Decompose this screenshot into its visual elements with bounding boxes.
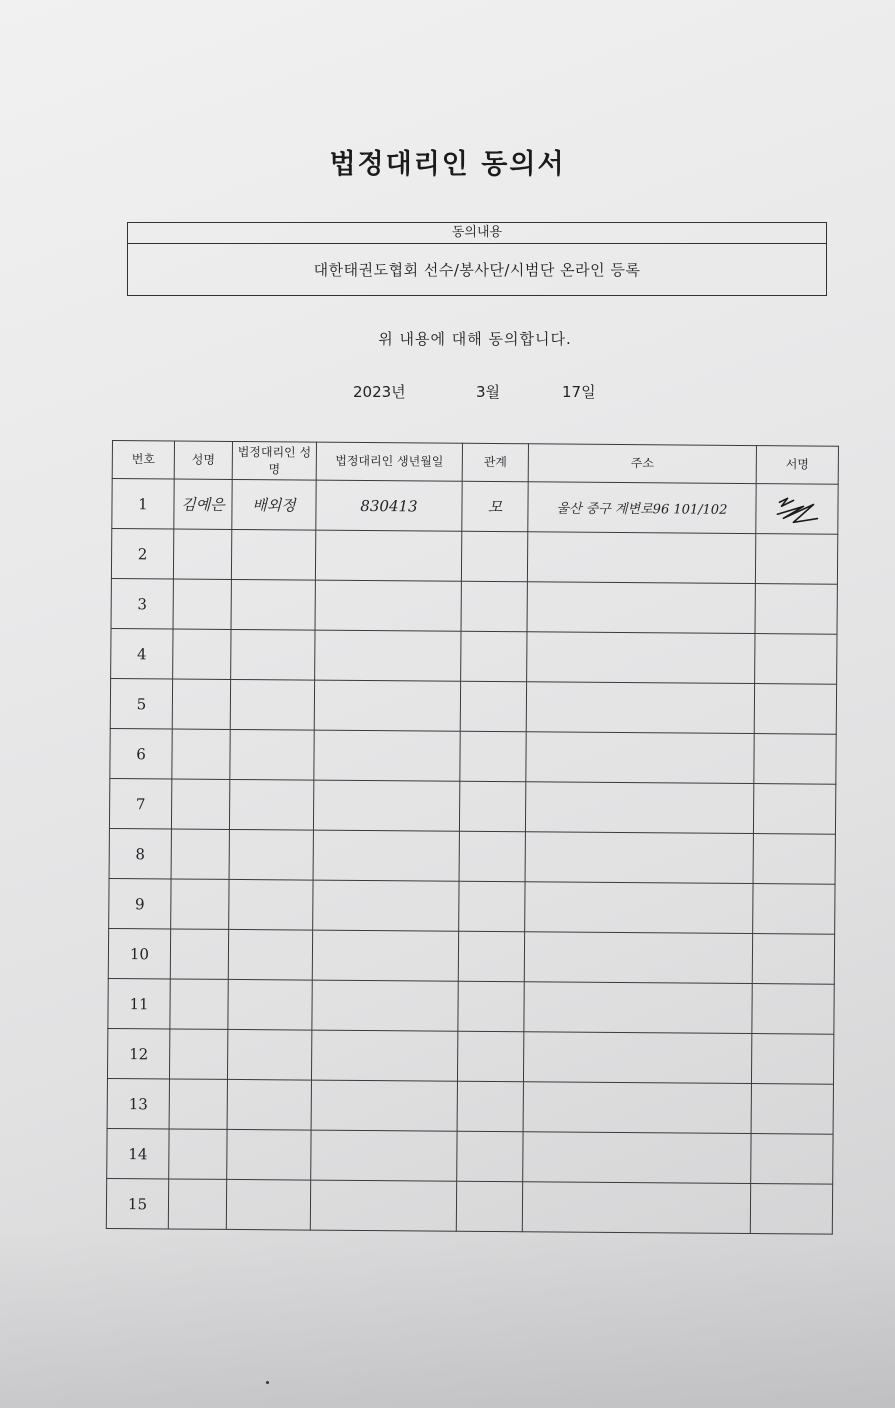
header-signature: 서명 — [756, 446, 838, 485]
guardian-birthdate — [310, 1180, 456, 1231]
table-row — [109, 778, 835, 834]
guardian-birthdate — [314, 730, 460, 781]
signature-cell — [754, 684, 836, 735]
guardian-birthdate — [312, 980, 458, 1031]
participant-name — [170, 979, 228, 1029]
signature-cell — [751, 1034, 833, 1085]
participant-name — [173, 629, 231, 679]
relation — [459, 881, 525, 932]
header-relation: 관계 — [462, 443, 528, 482]
guardian-birthdate — [311, 1130, 457, 1181]
paper-speck — [266, 1381, 269, 1384]
relation — [457, 1081, 523, 1132]
table-row — [110, 728, 836, 784]
address — [525, 832, 753, 884]
address — [527, 532, 755, 584]
signature-cell — [750, 1184, 832, 1235]
relation — [461, 631, 527, 682]
relation — [459, 781, 525, 832]
guardian-name — [229, 779, 313, 830]
address — [522, 1182, 750, 1234]
guardian-birthdate — [313, 780, 459, 831]
guardian-name — [228, 979, 312, 1030]
row-number: 4 — [111, 628, 173, 678]
signature-cell — [755, 634, 837, 685]
guardian-name — [229, 879, 313, 930]
guardian-birthdate — [312, 930, 458, 981]
agreement-statement: 위 내용에 대해 동의합니다. — [378, 330, 572, 348]
address: 울산 중구 계변로96 101/102 — [528, 482, 756, 534]
participant-name — [171, 829, 229, 879]
guardian-name — [226, 1179, 310, 1230]
table-row — [109, 828, 835, 884]
signature-cell — [756, 484, 838, 535]
lower-shadow — [0, 1230, 895, 1408]
consent-content-box — [127, 222, 827, 296]
header-address: 주소 — [528, 444, 756, 484]
guardian-name — [230, 729, 314, 780]
guardian-name — [231, 579, 315, 630]
address — [524, 982, 752, 1034]
row-number: 1 — [112, 479, 174, 529]
table-row — [111, 628, 837, 684]
address — [527, 582, 755, 634]
table-row — [107, 1128, 833, 1184]
guardian-name — [227, 1129, 311, 1180]
guardian-name — [230, 679, 314, 730]
guardian-name — [227, 1029, 311, 1080]
address — [527, 632, 755, 684]
document-title: 법정대리인 동의서 — [329, 149, 566, 180]
row-number: 14 — [107, 1128, 169, 1178]
relation: 모 — [462, 481, 528, 532]
header-guardian-birthdate: 법정대리인 생년월일 — [316, 442, 462, 481]
participant-name — [171, 879, 229, 929]
header-number: 번호 — [112, 441, 174, 479]
guardian-birthdate — [313, 880, 459, 931]
guardian-birthdate — [315, 580, 461, 631]
guardian-birthdate — [311, 1030, 457, 1081]
participant-name — [173, 529, 231, 579]
relation — [461, 531, 527, 582]
date-day: 17일 — [562, 383, 596, 401]
address — [526, 682, 754, 734]
address — [523, 1132, 751, 1184]
guardian-name — [227, 1079, 311, 1130]
relation — [461, 581, 527, 632]
header-name: 성명 — [174, 441, 232, 479]
relation — [456, 1181, 522, 1232]
consent-content-header: 동의내용 — [128, 223, 826, 244]
signature-cell — [753, 784, 835, 835]
table-row — [108, 978, 834, 1034]
row-number: 15 — [106, 1178, 168, 1228]
relation — [459, 831, 525, 882]
signature-cell — [752, 984, 834, 1035]
participant-name — [170, 929, 228, 979]
guardian-name — [231, 529, 315, 580]
row-number: 10 — [108, 928, 170, 978]
guardian-birthdate — [315, 530, 461, 581]
guardian-birthdate: 830413 — [316, 480, 462, 531]
address — [526, 732, 754, 784]
consent-content-body: 대한태권도협회 선수/봉사단/시범단 온라인 등록 — [313, 261, 641, 279]
signature-cell — [751, 1134, 833, 1185]
row-number: 6 — [110, 728, 172, 778]
participant-name: 김예은 — [174, 479, 232, 529]
guardian-birthdate — [315, 630, 461, 681]
relation — [458, 981, 524, 1032]
relation — [458, 931, 524, 982]
guardian-name — [231, 629, 315, 680]
address — [523, 1082, 751, 1134]
date-month: 3월 — [476, 383, 501, 401]
participant-name — [169, 1029, 227, 1079]
signature-cell — [755, 534, 837, 585]
participant-name — [171, 779, 229, 829]
row-number: 8 — [109, 828, 171, 878]
address — [523, 1032, 751, 1084]
participant-name — [172, 729, 230, 779]
signature-cell — [754, 734, 836, 785]
row-number: 12 — [107, 1028, 169, 1078]
header-guardian-name: 법정대리인 성명 — [232, 441, 316, 480]
address — [525, 882, 753, 934]
signature-cell — [751, 1084, 833, 1135]
table-header-row — [112, 441, 838, 485]
signature-cell — [753, 884, 835, 935]
participant-name — [173, 579, 231, 629]
handwritten-signature-icon — [773, 492, 821, 526]
guardian-consent-table — [106, 440, 839, 1235]
guardian-name — [228, 929, 312, 980]
table-row — [107, 1028, 833, 1084]
table-row — [112, 479, 838, 535]
row-number: 13 — [107, 1078, 169, 1128]
participant-name — [169, 1129, 227, 1179]
table-row — [111, 529, 837, 585]
relation — [460, 681, 526, 732]
row-number: 9 — [109, 878, 171, 928]
signature-cell — [753, 834, 835, 885]
guardian-birthdate — [313, 830, 459, 881]
guardian-birthdate — [311, 1080, 457, 1131]
participant-name — [172, 679, 230, 729]
table-row — [111, 578, 837, 634]
relation — [457, 1031, 523, 1082]
table-row — [109, 878, 835, 934]
relation — [457, 1131, 523, 1182]
signature-cell — [752, 934, 834, 985]
signature-cell — [755, 584, 837, 635]
table-row — [110, 678, 836, 734]
table-row — [106, 1178, 832, 1234]
guardian-birthdate — [314, 680, 460, 731]
row-number: 7 — [109, 778, 171, 828]
address — [525, 782, 753, 834]
guardian-name — [229, 829, 313, 880]
relation — [460, 731, 526, 782]
row-number: 5 — [110, 678, 172, 728]
address — [524, 932, 752, 984]
row-number: 2 — [111, 529, 173, 579]
date-year: 2023년 — [353, 383, 406, 401]
participant-name — [169, 1079, 227, 1129]
row-number: 11 — [108, 978, 170, 1028]
guardian-name: 배외정 — [232, 479, 316, 530]
row-number: 3 — [111, 578, 173, 628]
table-row — [107, 1078, 833, 1134]
table-row — [108, 928, 834, 984]
participant-name — [168, 1179, 226, 1229]
